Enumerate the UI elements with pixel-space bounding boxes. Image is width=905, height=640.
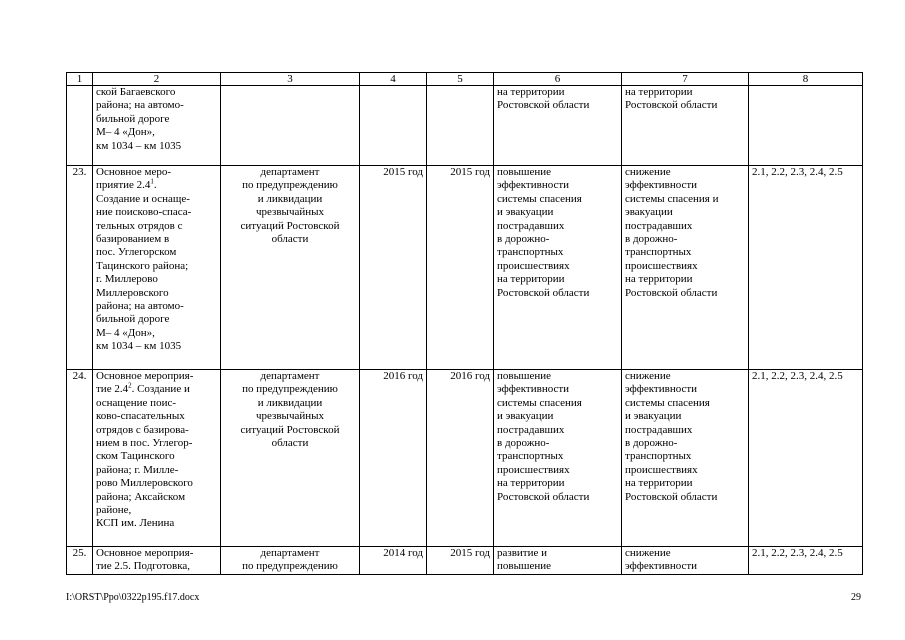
executor-cell: департамент по предупреждению и ликвидации чрезвычайных ситуаций Ростовской области — [221, 166, 360, 370]
footer-file-path: I:\ORST\Ppo\0322p195.f17.docx — [66, 592, 200, 603]
events-table — [66, 72, 863, 575]
expected-result-cell: повышение эффективности системы спасения и эвакуации пострадавших в дорожно- транспортных происшествиях на территории Ростовской области — [494, 370, 622, 547]
expected-result-cell: на территории Ростовской области — [494, 86, 622, 166]
row-number-cell: 24. — [67, 370, 93, 547]
column-number-header: 1 — [67, 73, 93, 86]
footnote-marker: 1 — [150, 177, 154, 186]
table-row — [67, 547, 863, 575]
table-header-row — [67, 73, 863, 86]
event-name-cell — [93, 370, 221, 547]
event-name-text-rest: . Создание и оснаще- ние поисково-спаса- тельных отрядов с базированием в пос. Углегорском Тацинского района; г. Миллерово Миллеровского района; на автомо- бильной дороге М– 4 «Дон», км 1034 – км 1035 — [96, 179, 192, 353]
event-name-cell — [93, 166, 221, 370]
consequence-cell: снижение эффективности — [622, 547, 749, 575]
table-row — [67, 370, 863, 547]
row-number-cell: 23. — [67, 166, 93, 370]
end-date-cell — [427, 86, 494, 166]
end-date-cell: 2015 год — [427, 166, 494, 370]
column-number-header: 2 — [93, 73, 221, 86]
table-row — [67, 86, 863, 166]
end-date-cell: 2016 год — [427, 370, 494, 547]
consequence-cell: снижение эффективности системы спасения и эвакуации пострадавших в дорожно- транспортных происшествиях на территории Ростовской области — [622, 370, 749, 547]
footer-page-number: 29 — [851, 592, 861, 603]
column-number-header: 5 — [427, 73, 494, 86]
event-name-text-rest: . Создание и оснащение поис- ково-спасательных отрядов с базирова- нием в пос. Углегор- ском Тацинского района; г. Милле- рово Миллеровского района; Аксайском районе, КСП им. Ленина — [96, 383, 193, 530]
column-number-header: 3 — [221, 73, 360, 86]
event-name-cell — [93, 547, 221, 575]
start-date-cell — [360, 86, 427, 166]
event-name-text: Основное мероприя- тие 2.4 — [96, 370, 194, 396]
event-name-text: Основное меро- приятие 2.4 — [96, 166, 172, 192]
column-number-header: 7 — [622, 73, 749, 86]
indicators-cell: 2.1, 2.2, 2.3, 2.4, 2.5 — [749, 370, 863, 547]
consequence-cell: снижение эффективности системы спасения и эвакуации пострадавших в дорожно- транспортных происшествиях на территории Ростовской области — [622, 166, 749, 370]
table-row — [67, 166, 863, 370]
expected-result-cell: повышение эффективности системы спасения и эвакуации пострадавших в дорожно- транспортных происшествиях на территории Ростовской области — [494, 166, 622, 370]
footnote-marker: 2 — [128, 381, 132, 390]
expected-result-cell: развитие и повышение — [494, 547, 622, 575]
indicators-cell: 2.1, 2.2, 2.3, 2.4, 2.5 — [749, 547, 863, 575]
row-number-cell — [67, 86, 93, 166]
row-number-cell: 25. — [67, 547, 93, 575]
executor-cell: департамент по предупреждению — [221, 547, 360, 575]
column-number-header: 8 — [749, 73, 863, 86]
start-date-cell: 2016 год — [360, 370, 427, 547]
start-date-cell: 2015 год — [360, 166, 427, 370]
end-date-cell: 2015 год — [427, 547, 494, 575]
start-date-cell: 2014 год — [360, 547, 427, 575]
executor-cell: департамент по предупреждению и ликвидации чрезвычайных ситуаций Ростовской области — [221, 370, 360, 547]
event-name-text: ской Багаевского района; на автомо- бильной дороге М– 4 «Дон», км 1034 – км 1035 — [96, 86, 184, 152]
consequence-cell: на территории Ростовской области — [622, 86, 749, 166]
event-name-text: Основное мероприя- тие 2.5. Подготовка, — [96, 547, 194, 573]
column-number-header: 6 — [494, 73, 622, 86]
column-number-header: 4 — [360, 73, 427, 86]
executor-cell — [221, 86, 360, 166]
event-name-cell — [93, 86, 221, 166]
indicators-cell — [749, 86, 863, 166]
indicators-cell: 2.1, 2.2, 2.3, 2.4, 2.5 — [749, 166, 863, 370]
